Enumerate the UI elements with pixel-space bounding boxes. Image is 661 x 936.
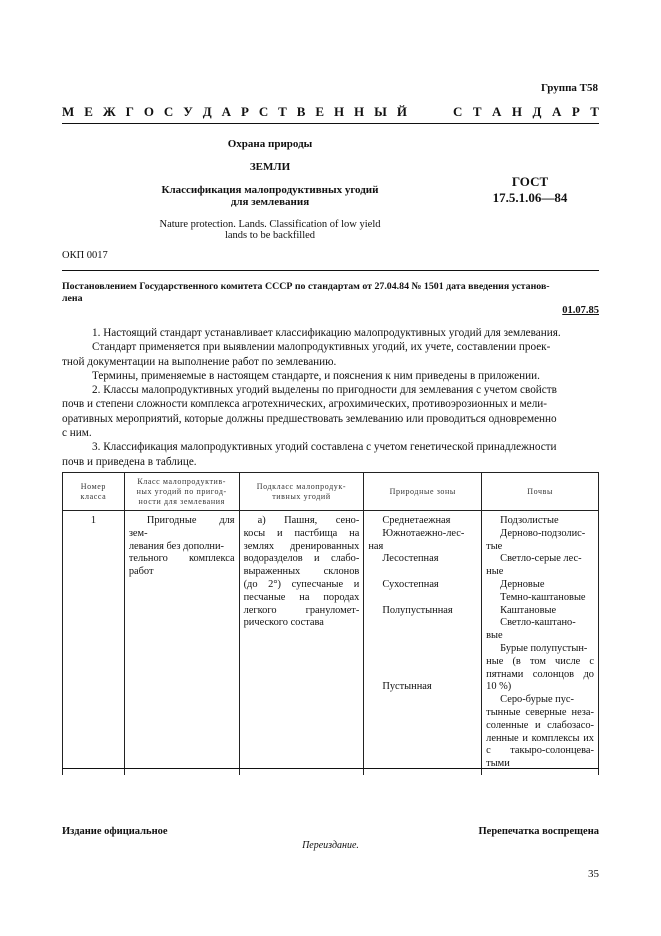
soil-line: ные (в том числе с	[486, 655, 594, 667]
soil-line: Каштановые	[500, 604, 557, 616]
banner-letter: Д	[202, 104, 212, 119]
header-subclass-l2: тивных угодий	[272, 491, 331, 501]
banner-letter: Е	[315, 104, 325, 119]
footer-reissue: Переиздание.	[302, 840, 359, 851]
para-2b: тной документации на выполнение работ по землеванию.	[62, 355, 337, 368]
banner-letter: Н	[333, 104, 345, 119]
header-class	[124, 473, 239, 511]
soil-line: ные	[486, 566, 504, 578]
decree	[62, 281, 599, 305]
para-4d: с ним.	[62, 427, 92, 440]
subclass-line: косы и пастбища на	[243, 527, 360, 539]
title-line4: для землевания	[230, 196, 310, 208]
cell-subclass	[239, 511, 364, 775]
class-l3: тельного комплекса	[128, 553, 235, 565]
para-1: 1. Настоящий стандарт устанавливает классификацию малопродуктивных угодий для землевания.	[92, 327, 561, 339]
soil-line: тынные северные неза-	[486, 706, 594, 718]
class-l1: Пригодные для зем-	[128, 515, 235, 539]
header-soils: Почвы	[482, 473, 599, 511]
zone-line: Лесостепная	[382, 553, 439, 565]
subclass-line: землях дренированных	[243, 540, 360, 552]
zone-line: Среднетаежная	[382, 515, 451, 526]
soil-line: Светло-серые лес-	[500, 553, 582, 565]
subclass-line: (до 2°) супесчаные и	[243, 578, 360, 590]
table-row	[63, 511, 599, 775]
para-3: Термины, применяемые в настоящем стандарте, и пояснения к ним приведены в приложении.	[92, 369, 540, 382]
para-4a: 2. Классы малопродуктивных угодий выделены по пригодности для землевания с учетом свойств	[92, 384, 557, 397]
zone-line	[368, 566, 477, 579]
zone-line	[368, 617, 477, 630]
banner-letter: Й	[396, 104, 407, 119]
subclass-line: а) Пашня, сено-	[257, 515, 360, 526]
decree-line1: Постановлением Государственного комитета СССР по стандартам от 27.04.84 № 1501 дата введения установ-	[62, 281, 550, 292]
banner-letter: Г	[125, 104, 134, 119]
banner-letter: С	[163, 104, 174, 119]
soil-line: Подзолистые	[500, 515, 559, 526]
gost-line1: ГОСТ	[511, 174, 549, 189]
banner-letter: Т	[278, 104, 287, 119]
banner-letter: М	[62, 104, 75, 119]
soil-line: Дерново-подзолис-	[500, 527, 586, 539]
soil-line: 10 %)	[486, 681, 512, 693]
banner-letter: Т	[472, 104, 482, 119]
okp-rule	[62, 270, 599, 271]
cell-soils	[482, 511, 599, 775]
zone-line: Южнотаежно-лес-	[382, 527, 465, 539]
footer-reprint: Перепечатка воспрещена	[478, 826, 599, 837]
title-line3: Классификация малопродуктивных угодий	[161, 184, 379, 196]
banner-left	[62, 104, 407, 120]
header-class-l2: ных угодий по пригод-	[136, 486, 227, 496]
decree-line2: лена	[62, 293, 83, 304]
zone-line: ная	[368, 540, 384, 552]
title-line2: ЗЕМЛИ	[249, 161, 291, 173]
para-4b: почв и степени сложности комплекса агротехнических, агрохимических, противоэрозионных и мели-	[62, 398, 548, 411]
zone-line: Пустынная	[382, 681, 432, 693]
header-subclass	[239, 473, 364, 511]
footer-official: Издание официальное	[62, 826, 168, 837]
para-5a: 3. Классификация малопродуктивных угодий составлена с учетом генетической принадлежности	[92, 441, 557, 454]
zone-line	[368, 656, 477, 669]
banner-letter: В	[296, 104, 306, 119]
gost-line2: 17.5.1.06—84	[492, 190, 568, 205]
banner-letter: Р	[571, 104, 580, 119]
banner-letter: Т	[590, 104, 599, 119]
table-header-row	[63, 473, 599, 511]
banner-letter: Н	[511, 104, 523, 119]
header-class-l1: Класс малопродуктив-	[137, 476, 227, 486]
banner-right	[453, 104, 599, 120]
class-l2: левания без дополни-	[128, 540, 224, 552]
subclass-line: легкого грануломет-	[243, 604, 360, 616]
zone-line	[368, 669, 477, 682]
banner-letter: Ж	[102, 104, 116, 119]
soil-line: Дерновые	[500, 578, 545, 590]
banner-letter: О	[143, 104, 154, 119]
banner-letter: А	[221, 104, 231, 119]
banner-letter: Н	[354, 104, 365, 119]
zone-line: Полупустынная	[382, 604, 453, 616]
banner-letter: Р	[240, 104, 249, 119]
cell-class	[124, 511, 239, 775]
decree-date: 01.07.85	[562, 305, 599, 316]
header-zones: Природные зоны	[364, 473, 482, 511]
page-number: 35	[588, 868, 599, 880]
header-num-l1: Номер	[80, 481, 107, 491]
subclass-line: выраженных склонов	[243, 566, 360, 578]
soil-line: Светло-каштано-	[500, 617, 576, 629]
subclass-line: песчаные на породах	[243, 591, 360, 603]
table-bottom-rule	[62, 768, 599, 769]
banner-letter: А	[492, 104, 502, 119]
header-class-l3: ности для землевания	[138, 496, 225, 506]
standard-banner	[62, 104, 599, 120]
para-2a: Стандарт применяется при выявлении малопродуктивных угодий, их учете, составлении проек-	[92, 341, 551, 354]
classification-table	[62, 472, 599, 775]
zone-line: Сухостепная	[382, 578, 439, 590]
subclass-line: рического состава	[243, 617, 324, 629]
soil-line: Серо-бурые пус-	[500, 694, 574, 706]
subclass-line: водоразделов и слабо-	[243, 553, 360, 565]
title-en1: Nature protection. Lands. Classification of low yield	[159, 219, 381, 230]
para-5b: почв и приведена в таблице.	[62, 455, 197, 468]
group-label: Группа Т58	[540, 82, 598, 94]
banner-letter: С	[258, 104, 269, 119]
soil-line: тые	[486, 540, 503, 552]
header-subclass-l1: Подкласс малопродук-	[256, 481, 347, 491]
banner-rule	[62, 123, 599, 124]
title-block	[120, 138, 420, 241]
title-en2: lands to be backfilled	[224, 230, 316, 241]
cell-num: 1	[63, 511, 125, 775]
banner-letter: А	[551, 104, 562, 119]
banner-letter: Е	[84, 104, 93, 119]
class-l4: работ	[128, 566, 154, 578]
soil-line: тыми	[486, 758, 510, 770]
soil-line: Бурые полупустын-	[500, 642, 588, 654]
soil-line: Темно-каштановые	[500, 591, 586, 603]
title-line1: Охрана природы	[227, 138, 313, 150]
soil-line: пятнами солонцов до	[486, 668, 594, 680]
soil-line: ленные и комплексы их	[486, 732, 594, 744]
banner-letter: У	[183, 104, 193, 119]
gost-number	[475, 174, 585, 206]
okp-code: ОКП 0017	[62, 250, 108, 261]
header-num	[63, 473, 125, 511]
zone-line	[368, 643, 477, 656]
header-num-l2: класса	[80, 491, 107, 501]
body-text	[62, 326, 599, 469]
soil-line: с такыро-солонцева-	[486, 745, 594, 757]
soil-line: соленные и слабозасо-	[486, 719, 594, 731]
zone-line	[368, 630, 477, 643]
banner-letter: Ы	[374, 104, 387, 119]
zone-line	[368, 592, 477, 605]
cell-zones	[364, 511, 482, 775]
soil-line: вые	[486, 630, 503, 642]
para-4c: оративных мероприятий, которые должны предшествовать землеванию или проводиться одновременно	[62, 412, 557, 425]
banner-letter: Д	[532, 104, 542, 119]
banner-letter: С	[453, 104, 463, 119]
